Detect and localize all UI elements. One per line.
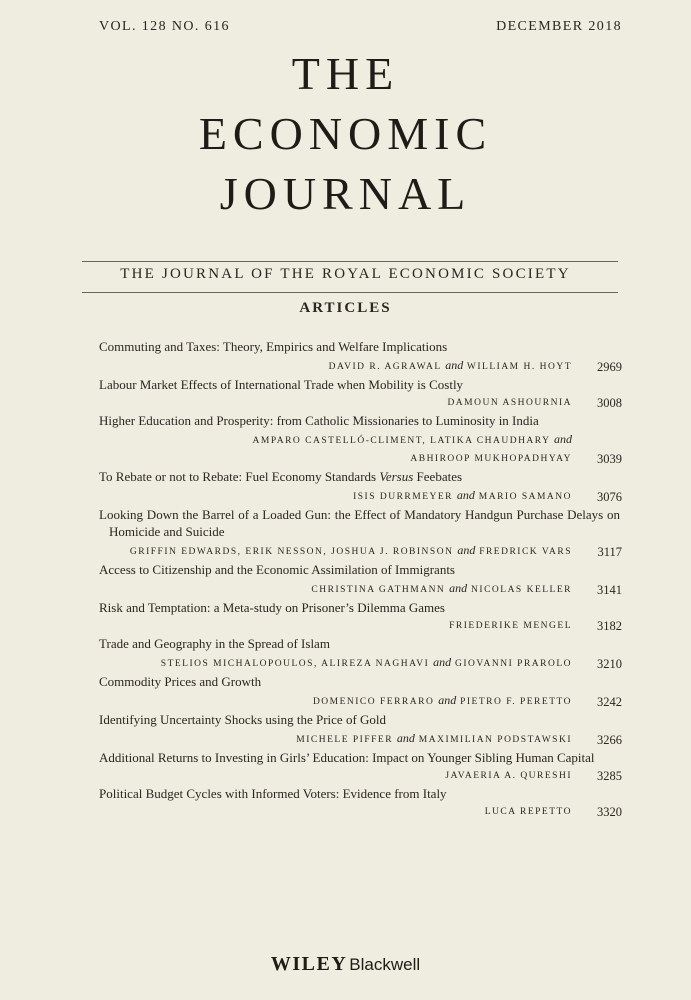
article-authors: DAMOUN ASHOURNIA bbox=[447, 398, 572, 408]
article-authors: CHRISTINA GATHMANN and NICOLAS KELLER bbox=[311, 581, 572, 595]
article-page: 3210 bbox=[597, 657, 622, 671]
section-heading: ARTICLES bbox=[299, 300, 392, 316]
wiley-wordmark: WILEY bbox=[270, 953, 348, 975]
title-line-1: THE bbox=[291, 48, 400, 99]
title-line-2: ECONOMIC bbox=[198, 108, 493, 159]
article-entry[interactable] bbox=[99, 561, 622, 599]
article-page: 3008 bbox=[597, 396, 622, 410]
article-entry[interactable] bbox=[99, 635, 622, 673]
article-entry[interactable] bbox=[99, 506, 622, 561]
article-authors: FRIEDERIKE MENGEL bbox=[449, 621, 572, 631]
blackwell-wordmark: Blackwell bbox=[349, 955, 421, 974]
article-entry[interactable] bbox=[99, 338, 622, 376]
article-page: 3182 bbox=[597, 619, 622, 633]
article-authors: ISIS DURRMEYER and MARIO SAMANO bbox=[353, 488, 572, 502]
article-page: 3141 bbox=[597, 583, 622, 597]
article-title: Commuting and Taxes: Theory, Empirics and Welfare Implications bbox=[99, 339, 448, 354]
issue-meta bbox=[99, 19, 622, 37]
article-authors: DOMENICO FERRARO and PIETRO F. PERETTO bbox=[312, 693, 572, 707]
article-authors: JAVAERIA A. QURESHI bbox=[445, 771, 572, 781]
divider-bottom bbox=[82, 292, 618, 293]
article-title: Trade and Geography in the Spread of Islam bbox=[99, 636, 330, 651]
article-authors: LUCA REPETTO bbox=[484, 807, 572, 817]
article-title: Higher Education and Prosperity: from Catholic Missionaries to Luminosity in India bbox=[99, 413, 539, 428]
volume-number: VOL. 128 NO. 616 bbox=[99, 19, 230, 34]
article-title: Political Budget Cycles with Informed Voters: Evidence from Italy bbox=[99, 786, 447, 801]
article-title: Risk and Temptation: a Meta-study on Prisoner’s Dilemma Games bbox=[99, 600, 445, 615]
article-page: 3285 bbox=[597, 769, 622, 783]
journal-title bbox=[0, 44, 691, 224]
publisher-logo bbox=[0, 953, 691, 976]
article-entry[interactable] bbox=[99, 785, 622, 821]
article-entry[interactable] bbox=[99, 412, 622, 468]
issue-date: DECEMBER 2018 bbox=[496, 19, 622, 34]
article-entry[interactable] bbox=[99, 749, 622, 785]
divider-top bbox=[82, 261, 618, 262]
journal-subtitle: THE JOURNAL OF THE ROYAL ECONOMIC SOCIETY bbox=[120, 266, 571, 282]
title-line-3: JOURNAL bbox=[219, 168, 472, 219]
article-page: 3266 bbox=[597, 733, 622, 747]
article-title: Commodity Prices and Growth bbox=[99, 674, 262, 689]
article-authors: MICHELE PIFFER and MAXIMILIAN PODSTAWSKI bbox=[296, 731, 572, 745]
table-of-contents bbox=[99, 338, 622, 821]
article-entry[interactable] bbox=[99, 376, 622, 412]
article-title: Access to Citizenship and the Economic Assimilation of Immigrants bbox=[99, 562, 455, 577]
article-entry[interactable] bbox=[99, 711, 622, 749]
article-title: Additional Returns to Investing in Girls’ Education: Impact on Younger Sibling Human Capital bbox=[99, 750, 595, 765]
article-title: To Rebate or not to Rebate: Fuel Economy Standards Versus Feebates bbox=[99, 469, 463, 484]
article-page: 3076 bbox=[597, 490, 622, 504]
article-page: 2969 bbox=[597, 360, 622, 374]
article-authors: AMPARO CASTELLÓ-CLIMENT, LATIKA CHAUDHARY and bbox=[252, 432, 572, 446]
article-authors: GRIFFIN EDWARDS, ERIK NESSON, JOSHUA J. ROBINSON and FREDRICK VARS bbox=[129, 543, 572, 557]
article-entry[interactable] bbox=[99, 673, 622, 711]
article-authors-cont: ABHIROOP MUKHOPADHYAY bbox=[410, 454, 572, 464]
article-authors: DAVID R. AGRAWAL and WILLIAM H. HOYT bbox=[328, 358, 572, 372]
article-page: 3320 bbox=[597, 805, 622, 819]
article-entry[interactable] bbox=[99, 468, 622, 506]
article-authors: STELIOS MICHALOPOULOS, ALIREZA NAGHAVI and GIOVANNI PRAROLO bbox=[160, 655, 572, 669]
article-page: 3242 bbox=[597, 695, 622, 709]
article-title: Identifying Uncertainty Shocks using the Price of Gold bbox=[99, 712, 387, 727]
article-entry[interactable] bbox=[99, 599, 622, 635]
article-title: Labour Market Effects of International Trade when Mobility is Costly bbox=[99, 377, 464, 392]
article-page: 3117 bbox=[597, 545, 622, 559]
article-page: 3039 bbox=[597, 452, 622, 466]
article-title: Looking Down the Barrel of a Loaded Gun: the Effect of Mandatory Handgun Purchase Delays on Homicide and Suicide bbox=[99, 507, 620, 539]
